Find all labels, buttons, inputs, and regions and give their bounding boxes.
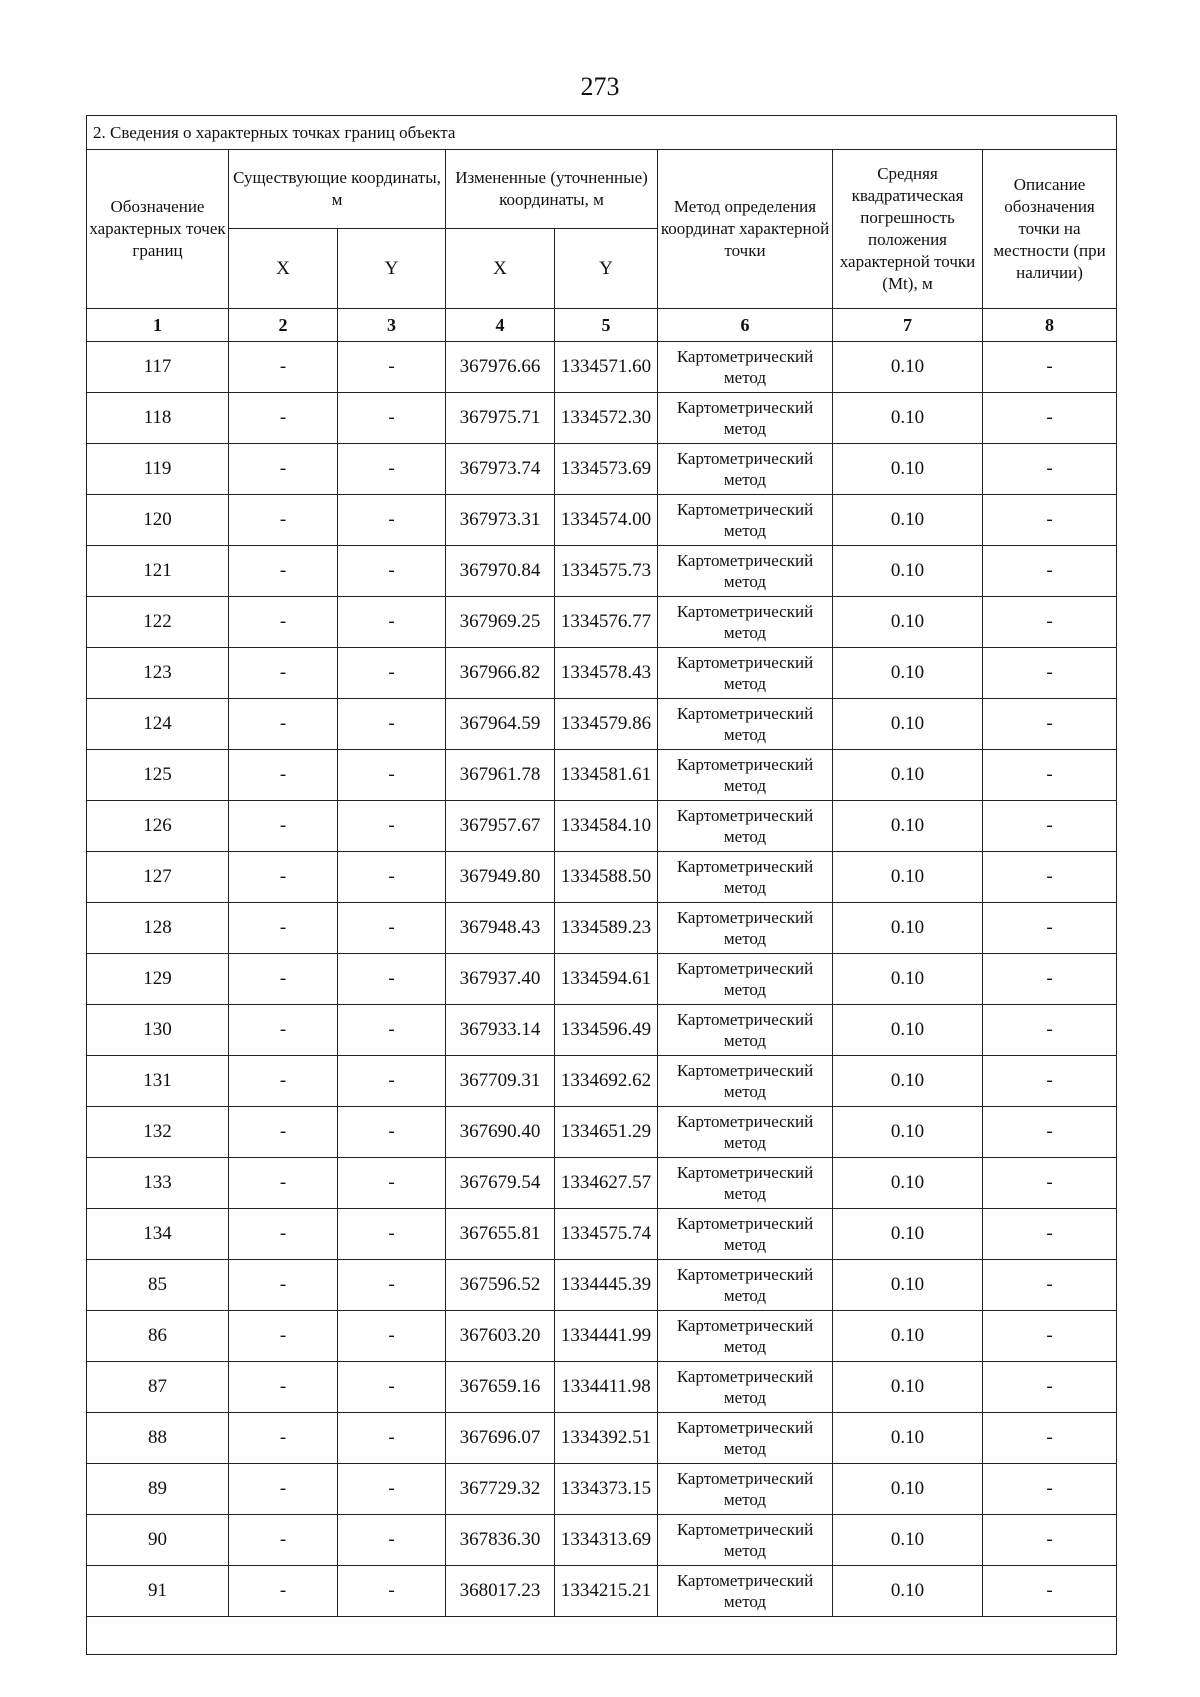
description-cell: -	[983, 1311, 1117, 1362]
existing-x-cell: -	[229, 750, 338, 801]
changed-y-cell: 1334584.10	[555, 801, 658, 852]
point-id-cell: 86	[87, 1311, 229, 1362]
rms-error-cell: 0.10	[833, 1260, 983, 1311]
method-cell: Картометрический метод	[658, 342, 833, 393]
changed-x-cell: 367948.43	[446, 903, 555, 954]
existing-y-cell: -	[338, 1566, 446, 1617]
method-cell: Картометрический метод	[658, 546, 833, 597]
point-id-cell: 124	[87, 699, 229, 750]
column-number: 2	[229, 309, 338, 342]
point-id-cell: 132	[87, 1107, 229, 1158]
description-cell: -	[983, 903, 1117, 954]
existing-y-cell: -	[338, 1260, 446, 1311]
rms-error-cell: 0.10	[833, 1209, 983, 1260]
description-cell: -	[983, 1056, 1117, 1107]
table-row	[87, 1362, 1117, 1413]
changed-y-cell: 1334575.73	[555, 546, 658, 597]
method-cell: Картометрический метод	[658, 903, 833, 954]
existing-y-cell: -	[338, 1056, 446, 1107]
method-cell: Картометрический метод	[658, 1209, 833, 1260]
column-number: 5	[555, 309, 658, 342]
point-id-cell: 88	[87, 1413, 229, 1464]
changed-y-cell: 1334651.29	[555, 1107, 658, 1158]
column-number: 7	[833, 309, 983, 342]
method-cell: Картометрический метод	[658, 1005, 833, 1056]
changed-y-cell: 1334574.00	[555, 495, 658, 546]
existing-y-cell: -	[338, 1311, 446, 1362]
changed-y-cell: 1334576.77	[555, 597, 658, 648]
existing-x-cell: -	[229, 495, 338, 546]
changed-x-cell: 367596.52	[446, 1260, 555, 1311]
table-row	[87, 1413, 1117, 1464]
point-id-cell: 122	[87, 597, 229, 648]
description-cell: -	[983, 801, 1117, 852]
point-id-cell: 131	[87, 1056, 229, 1107]
header-rms-error: Средняя квадратическая погрешность положения характерной точки (Mt), м	[833, 150, 983, 309]
table-row	[87, 903, 1117, 954]
table-row	[87, 1107, 1117, 1158]
existing-x-cell: -	[229, 1260, 338, 1311]
method-cell: Картометрический метод	[658, 1413, 833, 1464]
existing-x-cell: -	[229, 1413, 338, 1464]
changed-x-cell: 367976.66	[446, 342, 555, 393]
existing-x-cell: -	[229, 393, 338, 444]
description-cell: -	[983, 1515, 1117, 1566]
existing-y-cell: -	[338, 1158, 446, 1209]
table-row	[87, 1566, 1117, 1617]
method-cell: Картометрический метод	[658, 801, 833, 852]
changed-x-cell: 367973.74	[446, 444, 555, 495]
existing-y-cell: -	[338, 699, 446, 750]
existing-x-cell: -	[229, 699, 338, 750]
rms-error-cell: 0.10	[833, 1056, 983, 1107]
table-row	[87, 1464, 1117, 1515]
changed-x-cell: 367603.20	[446, 1311, 555, 1362]
method-cell: Картометрический метод	[658, 750, 833, 801]
table-row	[87, 1158, 1117, 1209]
point-id-cell: 87	[87, 1362, 229, 1413]
method-cell: Картометрический метод	[658, 1566, 833, 1617]
table-row	[87, 1005, 1117, 1056]
existing-y-cell: -	[338, 648, 446, 699]
column-number: 1	[87, 309, 229, 342]
table-row	[87, 1311, 1117, 1362]
changed-x-cell: 367709.31	[446, 1056, 555, 1107]
empty-footer-row	[87, 1617, 1117, 1655]
description-cell: -	[983, 342, 1117, 393]
point-id-cell: 133	[87, 1158, 229, 1209]
header-existing-x: X	[229, 229, 338, 309]
changed-y-cell: 1334575.74	[555, 1209, 658, 1260]
method-cell: Картометрический метод	[658, 1464, 833, 1515]
existing-y-cell: -	[338, 903, 446, 954]
rms-error-cell: 0.10	[833, 1515, 983, 1566]
point-id-cell: 89	[87, 1464, 229, 1515]
changed-y-cell: 1334594.61	[555, 954, 658, 1005]
description-cell: -	[983, 1260, 1117, 1311]
changed-x-cell: 367655.81	[446, 1209, 555, 1260]
existing-x-cell: -	[229, 1107, 338, 1158]
table-row	[87, 1056, 1117, 1107]
changed-y-cell: 1334392.51	[555, 1413, 658, 1464]
description-cell: -	[983, 1413, 1117, 1464]
description-cell: -	[983, 1362, 1117, 1413]
table-row	[87, 1209, 1117, 1260]
method-cell: Картометрический метод	[658, 699, 833, 750]
rms-error-cell: 0.10	[833, 546, 983, 597]
existing-y-cell: -	[338, 444, 446, 495]
rms-error-cell: 0.10	[833, 1566, 983, 1617]
column-numbers-row	[87, 309, 1117, 342]
changed-x-cell: 367933.14	[446, 1005, 555, 1056]
table-row	[87, 342, 1117, 393]
existing-x-cell: -	[229, 1311, 338, 1362]
changed-y-cell: 1334445.39	[555, 1260, 658, 1311]
changed-x-cell: 367970.84	[446, 546, 555, 597]
rms-error-cell: 0.10	[833, 1413, 983, 1464]
method-cell: Картометрический метод	[658, 1260, 833, 1311]
description-cell: -	[983, 1566, 1117, 1617]
method-cell: Картометрический метод	[658, 1056, 833, 1107]
header-changed-y: Y	[555, 229, 658, 309]
existing-y-cell: -	[338, 954, 446, 1005]
column-number: 4	[446, 309, 555, 342]
table-row	[87, 1260, 1117, 1311]
point-id-cell: 129	[87, 954, 229, 1005]
description-cell: -	[983, 393, 1117, 444]
description-cell: -	[983, 546, 1117, 597]
empty-cell	[87, 1617, 1117, 1655]
point-id-cell: 119	[87, 444, 229, 495]
description-cell: -	[983, 1464, 1117, 1515]
point-id-cell: 117	[87, 342, 229, 393]
existing-x-cell: -	[229, 444, 338, 495]
changed-y-cell: 1334411.98	[555, 1362, 658, 1413]
table-row	[87, 546, 1117, 597]
changed-y-cell: 1334581.61	[555, 750, 658, 801]
rms-error-cell: 0.10	[833, 699, 983, 750]
table-row	[87, 1515, 1117, 1566]
page-number: 273	[580, 72, 620, 101]
rms-error-cell: 0.10	[833, 954, 983, 1005]
method-cell: Картометрический метод	[658, 954, 833, 1005]
description-cell: -	[983, 597, 1117, 648]
existing-y-cell: -	[338, 1413, 446, 1464]
changed-x-cell: 367659.16	[446, 1362, 555, 1413]
rms-error-cell: 0.10	[833, 648, 983, 699]
method-cell: Картометрический метод	[658, 444, 833, 495]
table-row	[87, 954, 1117, 1005]
existing-x-cell: -	[229, 1158, 338, 1209]
column-number: 8	[983, 309, 1117, 342]
rms-error-cell: 0.10	[833, 1464, 983, 1515]
rms-error-cell: 0.10	[833, 903, 983, 954]
method-cell: Картометрический метод	[658, 597, 833, 648]
existing-y-cell: -	[338, 393, 446, 444]
table-row	[87, 699, 1117, 750]
header-point-designation: Обозначение характерных точек границ	[87, 150, 229, 309]
table-row	[87, 801, 1117, 852]
existing-y-cell: -	[338, 1362, 446, 1413]
description-cell: -	[983, 444, 1117, 495]
point-id-cell: 128	[87, 903, 229, 954]
existing-y-cell: -	[338, 495, 446, 546]
existing-x-cell: -	[229, 546, 338, 597]
point-id-cell: 130	[87, 1005, 229, 1056]
existing-x-cell: -	[229, 1209, 338, 1260]
changed-y-cell: 1334627.57	[555, 1158, 658, 1209]
changed-y-cell: 1334571.60	[555, 342, 658, 393]
method-cell: Картометрический метод	[658, 1107, 833, 1158]
point-id-cell: 90	[87, 1515, 229, 1566]
changed-y-cell: 1334596.49	[555, 1005, 658, 1056]
existing-x-cell: -	[229, 342, 338, 393]
existing-x-cell: -	[229, 1515, 338, 1566]
rms-error-cell: 0.10	[833, 495, 983, 546]
method-cell: Картометрический метод	[658, 1158, 833, 1209]
changed-x-cell: 367679.54	[446, 1158, 555, 1209]
method-cell: Картометрический метод	[658, 648, 833, 699]
description-cell: -	[983, 495, 1117, 546]
changed-y-cell: 1334313.69	[555, 1515, 658, 1566]
changed-y-cell: 1334578.43	[555, 648, 658, 699]
point-id-cell: 134	[87, 1209, 229, 1260]
rms-error-cell: 0.10	[833, 444, 983, 495]
table-row	[87, 597, 1117, 648]
changed-y-cell: 1334373.15	[555, 1464, 658, 1515]
changed-y-cell: 1334589.23	[555, 903, 658, 954]
method-cell: Картометрический метод	[658, 1362, 833, 1413]
description-cell: -	[983, 1107, 1117, 1158]
existing-y-cell: -	[338, 546, 446, 597]
existing-y-cell: -	[338, 801, 446, 852]
column-number: 6	[658, 309, 833, 342]
point-id-cell: 85	[87, 1260, 229, 1311]
changed-x-cell: 367690.40	[446, 1107, 555, 1158]
existing-y-cell: -	[338, 1515, 446, 1566]
point-id-cell: 126	[87, 801, 229, 852]
point-id-cell: 91	[87, 1566, 229, 1617]
table-row	[87, 444, 1117, 495]
rms-error-cell: 0.10	[833, 801, 983, 852]
point-id-cell: 118	[87, 393, 229, 444]
existing-x-cell: -	[229, 954, 338, 1005]
changed-x-cell: 367961.78	[446, 750, 555, 801]
header-description: Описание обозначения точки на местности (при наличии)	[983, 150, 1117, 309]
changed-x-cell: 367973.31	[446, 495, 555, 546]
rms-error-cell: 0.10	[833, 1311, 983, 1362]
changed-x-cell: 367836.30	[446, 1515, 555, 1566]
description-cell: -	[983, 750, 1117, 801]
changed-y-cell: 1334572.30	[555, 393, 658, 444]
header-changed-x: X	[446, 229, 555, 309]
point-id-cell: 125	[87, 750, 229, 801]
existing-x-cell: -	[229, 1056, 338, 1107]
changed-y-cell: 1334579.86	[555, 699, 658, 750]
existing-y-cell: -	[338, 1005, 446, 1056]
existing-x-cell: -	[229, 1362, 338, 1413]
column-number: 3	[338, 309, 446, 342]
existing-y-cell: -	[338, 597, 446, 648]
changed-x-cell: 367696.07	[446, 1413, 555, 1464]
rms-error-cell: 0.10	[833, 852, 983, 903]
method-cell: Картометрический метод	[658, 495, 833, 546]
existing-x-cell: -	[229, 597, 338, 648]
existing-y-cell: -	[338, 852, 446, 903]
changed-y-cell: 1334588.50	[555, 852, 658, 903]
table-row	[87, 495, 1117, 546]
method-cell: Картометрический метод	[658, 852, 833, 903]
changed-x-cell: 367937.40	[446, 954, 555, 1005]
header-changed-coords: Измененные (уточненные) координаты, м	[446, 150, 658, 229]
existing-y-cell: -	[338, 342, 446, 393]
changed-y-cell: 1334441.99	[555, 1311, 658, 1362]
changed-x-cell: 367975.71	[446, 393, 555, 444]
rms-error-cell: 0.10	[833, 342, 983, 393]
changed-x-cell: 367957.67	[446, 801, 555, 852]
method-cell: Картометрический метод	[658, 1515, 833, 1566]
table-row	[87, 852, 1117, 903]
boundary-points-table	[86, 115, 1117, 1655]
changed-x-cell: 368017.23	[446, 1566, 555, 1617]
point-id-cell: 120	[87, 495, 229, 546]
method-cell: Картометрический метод	[658, 1311, 833, 1362]
table-row	[87, 393, 1117, 444]
changed-x-cell: 367969.25	[446, 597, 555, 648]
changed-y-cell: 1334692.62	[555, 1056, 658, 1107]
changed-y-cell: 1334573.69	[555, 444, 658, 495]
changed-x-cell: 367964.59	[446, 699, 555, 750]
description-cell: -	[983, 1209, 1117, 1260]
existing-x-cell: -	[229, 1566, 338, 1617]
existing-y-cell: -	[338, 1107, 446, 1158]
rms-error-cell: 0.10	[833, 1158, 983, 1209]
point-id-cell: 121	[87, 546, 229, 597]
method-cell: Картометрический метод	[658, 393, 833, 444]
description-cell: -	[983, 648, 1117, 699]
points-table-body	[87, 342, 1117, 1617]
section-title: 2. Сведения о характерных точках границ объекта	[87, 116, 1117, 150]
existing-y-cell: -	[338, 750, 446, 801]
table-row	[87, 750, 1117, 801]
rms-error-cell: 0.10	[833, 1005, 983, 1056]
header-existing-y: Y	[338, 229, 446, 309]
description-cell: -	[983, 699, 1117, 750]
existing-x-cell: -	[229, 903, 338, 954]
existing-y-cell: -	[338, 1464, 446, 1515]
point-id-cell: 127	[87, 852, 229, 903]
existing-x-cell: -	[229, 801, 338, 852]
description-cell: -	[983, 852, 1117, 903]
existing-y-cell: -	[338, 1209, 446, 1260]
changed-x-cell: 367949.80	[446, 852, 555, 903]
table-row	[87, 648, 1117, 699]
changed-x-cell: 367729.32	[446, 1464, 555, 1515]
rms-error-cell: 0.10	[833, 1107, 983, 1158]
existing-x-cell: -	[229, 1464, 338, 1515]
header-method: Метод определения координат характерной точки	[658, 150, 833, 309]
rms-error-cell: 0.10	[833, 393, 983, 444]
rms-error-cell: 0.10	[833, 750, 983, 801]
rms-error-cell: 0.10	[833, 597, 983, 648]
description-cell: -	[983, 1005, 1117, 1056]
changed-y-cell: 1334215.21	[555, 1566, 658, 1617]
existing-x-cell: -	[229, 852, 338, 903]
rms-error-cell: 0.10	[833, 1362, 983, 1413]
description-cell: -	[983, 1158, 1117, 1209]
header-existing-coords: Существующие координаты, м	[229, 150, 446, 229]
point-id-cell: 123	[87, 648, 229, 699]
existing-x-cell: -	[229, 648, 338, 699]
description-cell: -	[983, 954, 1117, 1005]
existing-x-cell: -	[229, 1005, 338, 1056]
changed-x-cell: 367966.82	[446, 648, 555, 699]
